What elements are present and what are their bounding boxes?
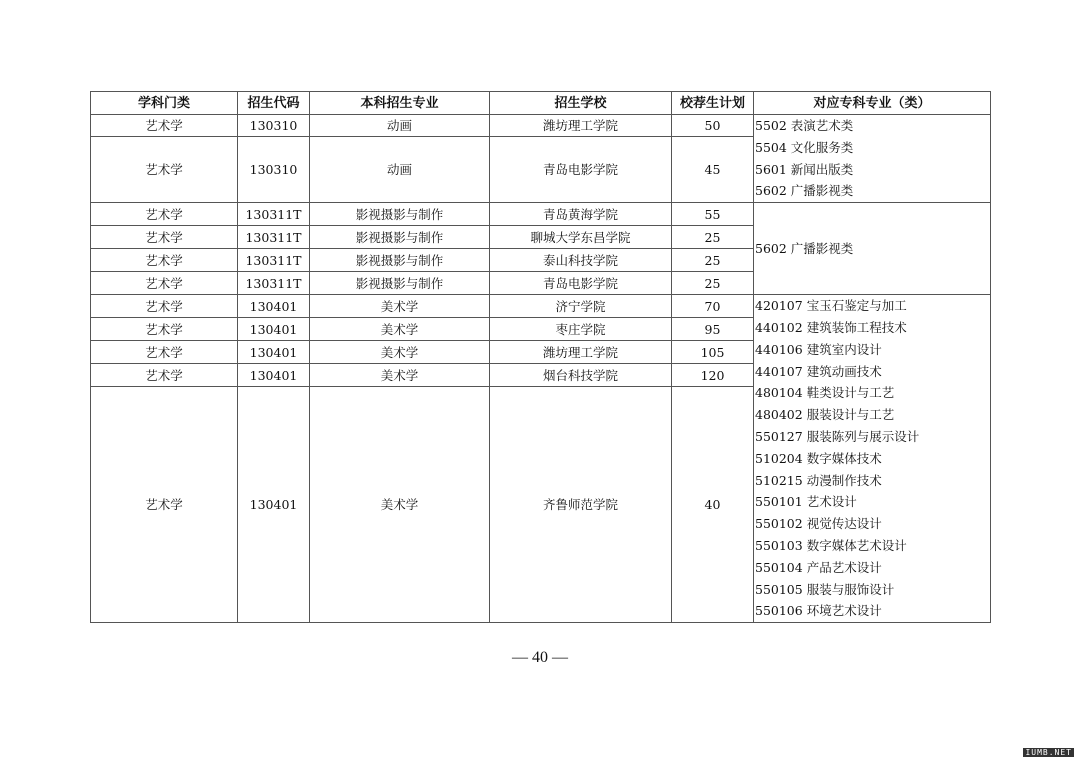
cell-code: 130401 (238, 364, 310, 387)
matching-major-item: 5504 文化服务类 (755, 139, 854, 155)
matching-major-item: 5602 广播影视类 (755, 240, 854, 256)
enrollment-table (90, 91, 991, 623)
cell-plan: 95 (672, 318, 754, 341)
cell-plan: 25 (672, 249, 754, 272)
cell-major: 影视摄影与制作 (310, 226, 490, 249)
matching-major-item: 550106 环境艺术设计 (755, 603, 882, 619)
cell-code: 130401 (238, 387, 310, 623)
cell-school: 聊城大学东昌学院 (490, 226, 672, 249)
cell-major: 影视摄影与制作 (310, 203, 490, 226)
page-number: — 40 — (512, 649, 568, 666)
cell-category: 艺术学 (91, 226, 238, 249)
matching-major-item: 550101 艺术设计 (755, 494, 857, 510)
cell-major: 动画 (310, 115, 490, 137)
cell-plan: 55 (672, 203, 754, 226)
cell-plan: 120 (672, 364, 754, 387)
cell-plan: 70 (672, 295, 754, 318)
cell-code: 130401 (238, 341, 310, 364)
cell-code: 130310 (238, 137, 310, 203)
matching-major-item: 5602 广播影视类 (755, 183, 854, 199)
cell-major: 美术学 (310, 387, 490, 623)
cell-category: 艺术学 (91, 318, 238, 341)
matching-major-item: 550103 数字媒体艺术设计 (755, 537, 907, 553)
header-category: 学科门类 (91, 92, 238, 115)
cell-major: 美术学 (310, 364, 490, 387)
cell-code: 130311T (238, 249, 310, 272)
cell-school: 潍坊理工学院 (490, 341, 672, 364)
cell-matching-majors (754, 203, 991, 295)
cell-plan: 25 (672, 226, 754, 249)
cell-school: 枣庄学院 (490, 318, 672, 341)
watermark-logo: IUMB.NET (1025, 748, 1072, 757)
cell-code: 130401 (238, 295, 310, 318)
cell-category: 艺术学 (91, 272, 238, 295)
cell-matching-majors (754, 295, 991, 623)
cell-category: 艺术学 (91, 249, 238, 272)
matching-major-item: 440106 建筑室内设计 (755, 341, 882, 357)
cell-major: 美术学 (310, 341, 490, 364)
table-header-row (91, 92, 991, 115)
cell-code: 130310 (238, 115, 310, 137)
cell-category: 艺术学 (91, 137, 238, 203)
cell-major: 动画 (310, 137, 490, 203)
matching-major-item: 420107 宝玉石鉴定与加工 (755, 298, 907, 314)
cell-major: 影视摄影与制作 (310, 249, 490, 272)
cell-school: 青岛黄海学院 (490, 203, 672, 226)
matching-major-item: 550127 服装陈列与展示设计 (755, 428, 920, 444)
matching-major-item: 480402 服装设计与工艺 (755, 407, 895, 423)
cell-major: 影视摄影与制作 (310, 272, 490, 295)
matching-major-item: 550105 服装与服饰设计 (755, 581, 895, 597)
cell-major: 美术学 (310, 295, 490, 318)
matching-major-item: 480104 鞋类设计与工艺 (755, 385, 895, 401)
matching-major-item: 440102 建筑装饰工程技术 (755, 319, 907, 335)
cell-school: 烟台科技学院 (490, 364, 672, 387)
cell-category: 艺术学 (91, 203, 238, 226)
cell-school: 齐鲁师范学院 (490, 387, 672, 623)
header-plan: 校荐生计划 (672, 92, 754, 115)
cell-school: 泰山科技学院 (490, 249, 672, 272)
cell-category: 艺术学 (91, 295, 238, 318)
cell-plan: 50 (672, 115, 754, 137)
matching-major-item: 5601 新闻出版类 (755, 161, 854, 177)
matching-major-item: 510215 动漫制作技术 (755, 472, 882, 488)
table-row (91, 115, 991, 137)
matching-major-item: 550104 产品艺术设计 (755, 559, 882, 575)
matching-major-item: 510204 数字媒体技术 (755, 450, 882, 466)
cell-code: 130311T (238, 226, 310, 249)
header-matching-majors: 对应专科专业（类） (754, 92, 991, 115)
cell-matching-majors (754, 115, 991, 203)
cell-category: 艺术学 (91, 341, 238, 364)
cell-code: 130311T (238, 203, 310, 226)
cell-school: 青岛电影学院 (490, 137, 672, 203)
matching-major-item: 550102 视觉传达设计 (755, 516, 882, 532)
cell-category: 艺术学 (91, 387, 238, 623)
header-major: 本科招生专业 (310, 92, 490, 115)
cell-code: 130311T (238, 272, 310, 295)
cell-plan: 25 (672, 272, 754, 295)
cell-plan: 45 (672, 137, 754, 203)
cell-major: 美术学 (310, 318, 490, 341)
header-code: 招生代码 (238, 92, 310, 115)
cell-plan: 40 (672, 387, 754, 623)
cell-plan: 105 (672, 341, 754, 364)
cell-code: 130401 (238, 318, 310, 341)
cell-school: 潍坊理工学院 (490, 115, 672, 137)
cell-category: 艺术学 (91, 364, 238, 387)
cell-school: 济宁学院 (490, 295, 672, 318)
table-row (91, 295, 991, 318)
cell-category: 艺术学 (91, 115, 238, 137)
header-school: 招生学校 (490, 92, 672, 115)
table-row (91, 203, 991, 226)
matching-major-item: 5502 表演艺术类 (755, 118, 854, 133)
matching-major-item: 440107 建筑动画技术 (755, 363, 882, 379)
cell-school: 青岛电影学院 (490, 272, 672, 295)
